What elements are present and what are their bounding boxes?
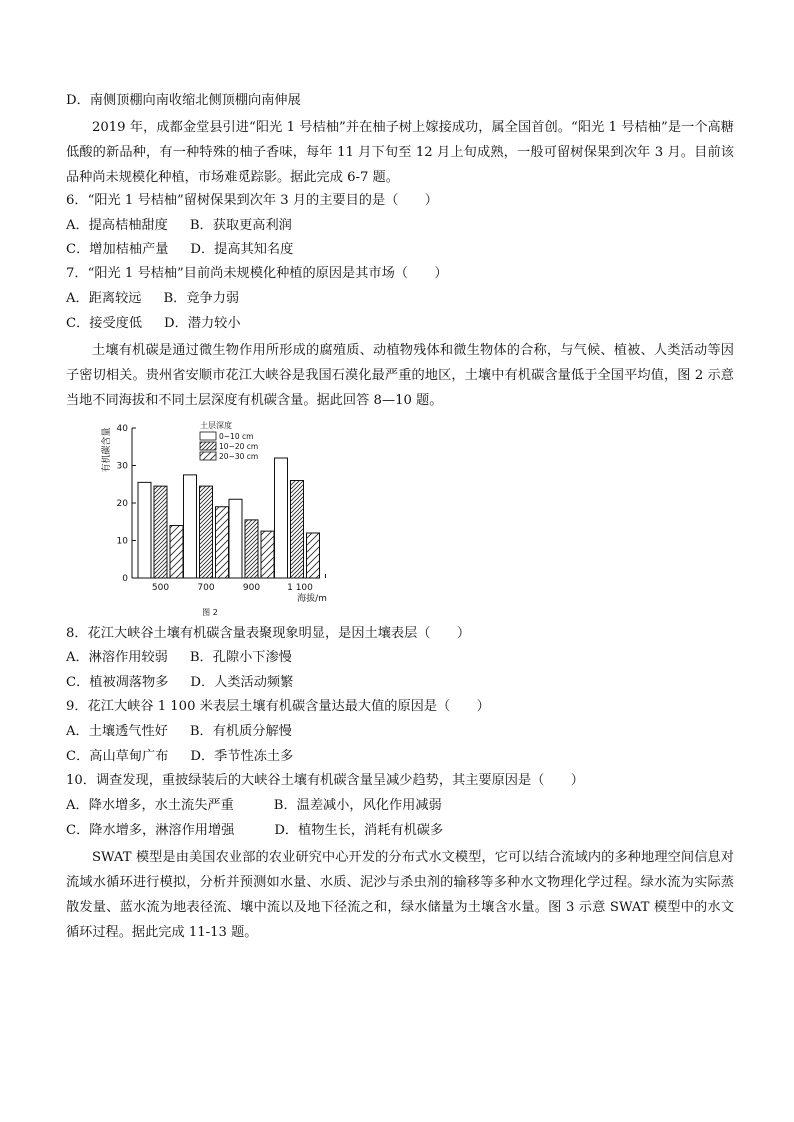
question-6-stem: 6．“阳光 1 号桔柚”留树保果到次年 3 月的主要目的是（ ） xyxy=(66,193,438,208)
y-tick-label: 10 xyxy=(116,536,128,547)
bar-chart xyxy=(98,418,338,618)
question-8-options-row-1 xyxy=(66,648,292,668)
legend-label: 20~30 cm xyxy=(219,452,259,461)
option-d: D．人类活动频繁 xyxy=(190,675,294,690)
option-c: C．高山草甸广布 xyxy=(66,749,169,764)
question-9-stem: 9．花江大峡谷 1 100 米表层土壤有机碳含量达最大值的原因是（ ） xyxy=(66,699,490,714)
y-tick-label: 30 xyxy=(116,461,128,472)
option-c: C．降水增多，淋溶作用增强 xyxy=(66,823,235,838)
option-b: B．获取更高利润 xyxy=(189,218,292,233)
question-9-options-row-2 xyxy=(66,747,293,767)
question-10-options-row-2 xyxy=(66,821,443,841)
legend-title: 土层深度 xyxy=(200,421,232,430)
bar xyxy=(229,499,242,578)
question-10-stem: 10．调查发现，重披绿装后的大峡谷土壤有机碳含量呈减少趋势，其主要原因是（ ） xyxy=(66,773,584,788)
bar xyxy=(307,533,320,578)
bar xyxy=(184,475,197,578)
x-axis-label: 海拔/m xyxy=(297,594,327,604)
question-8-stem: 8．花江大峡谷土壤有机碳含量表聚现象明显，是因土壤表层（ ） xyxy=(66,626,471,641)
option-a: A．距离较远 xyxy=(66,291,142,306)
option-d: D．植物生长，消耗有机碳多 xyxy=(274,823,444,838)
legend-swatch xyxy=(200,452,216,460)
question-6-options-row-1 xyxy=(66,216,292,236)
question-9-options-row-1 xyxy=(66,722,292,742)
legend-swatch xyxy=(200,442,216,450)
y-tick-label: 20 xyxy=(116,499,128,509)
question-7-options-row-1 xyxy=(66,289,239,309)
option-b: B．温差减小，风化作用减弱 xyxy=(273,798,442,813)
legend-label: 10~20 cm xyxy=(219,442,259,451)
bar xyxy=(154,486,167,578)
y-tick-label: 0 xyxy=(122,574,128,584)
option-d: D．潜力较小 xyxy=(164,316,241,331)
bar xyxy=(216,507,229,578)
x-tick-label: 900 xyxy=(242,583,261,593)
bar xyxy=(245,520,258,578)
option-a: A．淋溶作用较弱 xyxy=(66,650,168,665)
option-d: D．提高其知名度 xyxy=(190,242,294,257)
option-a: A．土壤透气性好 xyxy=(66,724,168,739)
question-7-stem: 7．“阳光 1 号桔柚”目前尚未规模化种植的原因是其市场（ ） xyxy=(66,266,448,281)
option-c: C．接受度低 xyxy=(66,316,143,331)
figure-caption: 图 2 xyxy=(202,608,218,617)
option-d: D．季节性冻土多 xyxy=(190,749,294,764)
y-tick-label: 40 xyxy=(116,424,128,434)
question-6-options-row-2 xyxy=(66,240,293,260)
question-8-options-row-2 xyxy=(66,673,293,693)
option-b: B．竞争力弱 xyxy=(163,291,240,306)
legend-swatch xyxy=(200,432,216,440)
question-5-option-d: D．南侧顶棚向南收缩北侧顶棚向南伸展 xyxy=(66,93,301,108)
option-c: C．植被凋落物多 xyxy=(66,675,169,690)
x-tick-label: 700 xyxy=(197,583,215,593)
x-tick-label: 1 100 xyxy=(287,583,313,593)
option-c: C．增加桔柚产量 xyxy=(66,242,169,257)
option-a: A．提高桔柚甜度 xyxy=(66,218,168,233)
bar xyxy=(200,486,213,578)
passage-soil-carbon: 土壤有机碳是通过微生物作用所形成的腐殖质、动植物残体和微生物体的合称，与气候、植被、人类活动等因子密切相关。贵州省安顺市花江大峡谷是我国石漠化最严重的地区，土壤中有机碳含量低于全国平均值，图 2 示意当地不同海拔和不同土层深度有机碳含量。据此回答 8—10 题。 xyxy=(66,343,734,408)
option-b: B．有机质分解慢 xyxy=(189,724,292,739)
figure-2-chart xyxy=(98,418,338,618)
question-10-options-row-1 xyxy=(66,796,442,816)
bar xyxy=(275,458,288,578)
bar xyxy=(291,481,304,579)
bar xyxy=(261,531,274,578)
passage-swat: SWAT 模型是由美国农业部的农业研究中心开发的分布式水文模型，它可以结合流域内的多种地理空间信息对流域水循环进行模拟，分析并预测如水量、水质、泥沙与杀虫剂的输移等多种水文物理化学过程。绿水流为实际蒸散发量、蓝水流为地表径流、壤中流以及地下径流之和，绿水储量为土壤含水量。图 3 示意 SWAT 模型中的水文循环过程。据此完成 11-13 题。 xyxy=(66,850,734,940)
option-a: A．降水增多，水土流失严重 xyxy=(66,798,234,813)
legend-label: 0~10 cm xyxy=(219,432,254,441)
y-axis-label: 有机碳含量 xyxy=(102,427,112,473)
option-b: B．孔隙小下渗慢 xyxy=(189,650,292,665)
question-7-options-row-2 xyxy=(66,314,241,334)
x-tick-label: 500 xyxy=(151,583,170,593)
passage-citrus: 2019 年，成都金堂县引进“阳光 1 号桔柚”并在柚子树上嫁接成功，属全国首创。“阳光 1 号桔柚”是一个高糖低酸的新品种，有一种特殊的柚子香味，每年 11 月下旬至 12 月上旬成熟，一般可留树保果到次年 3 月。目前该品种尚未规模化种植，市场难觅踪影。据此完成 6-7 题。 xyxy=(66,120,734,185)
bar xyxy=(170,526,183,579)
bar xyxy=(138,482,151,578)
